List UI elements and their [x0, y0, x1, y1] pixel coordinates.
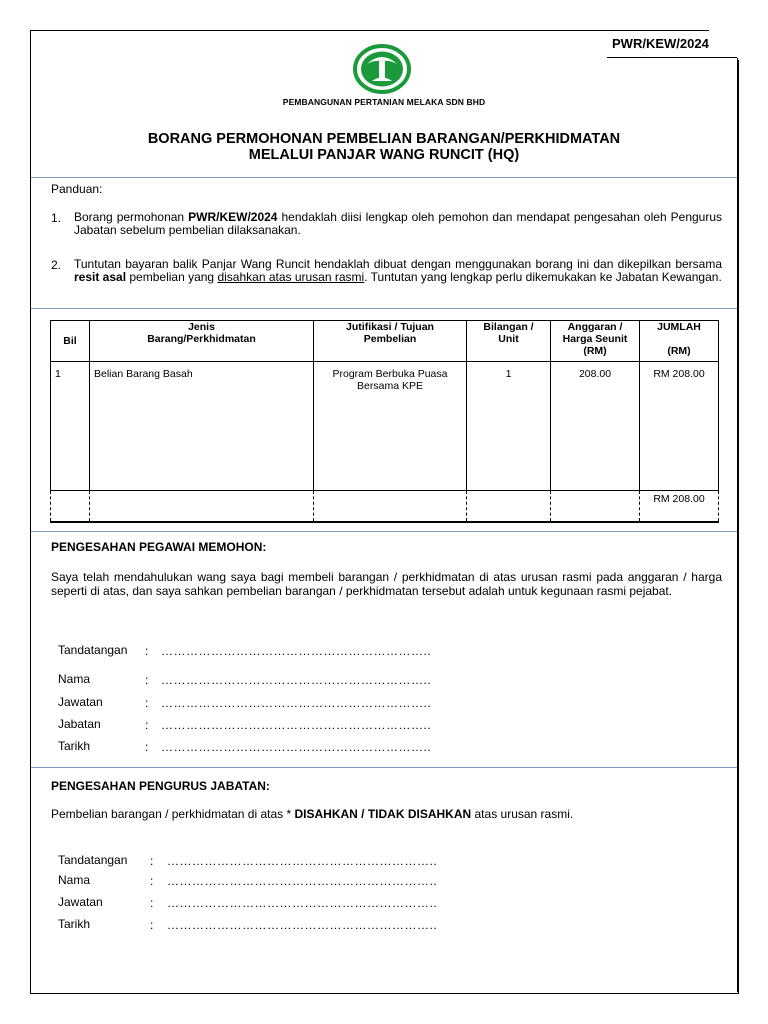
signature-field-line[interactable]: ………………………………………………………..	[161, 673, 432, 687]
frame-right-edge	[737, 58, 738, 992]
divider	[31, 767, 737, 768]
applicant-heading: PENGESAHAN PEGAWAI MEMOHON:	[51, 540, 267, 554]
col-header-bil: Bil	[51, 321, 90, 362]
items-table	[50, 320, 719, 523]
signature-field-line[interactable]: ………………………………………………………..	[161, 718, 432, 732]
divider	[31, 308, 737, 309]
signature-field-line[interactable]: ………………………………………………………..	[161, 696, 432, 710]
signature-field-label: Nama	[58, 873, 91, 887]
cell-empty	[90, 491, 314, 523]
guide-text: pembelian yang	[126, 270, 218, 284]
signature-field-label: Tandatangan	[58, 853, 128, 867]
signature-field-line[interactable]: ………………………………………………………..	[167, 918, 438, 932]
col-header-text: Jenis	[188, 321, 215, 333]
table-header-row	[51, 321, 719, 362]
table-row	[51, 362, 719, 491]
frame-corner-gap	[709, 30, 739, 60]
col-header-bilangan	[467, 321, 551, 362]
divider	[31, 177, 737, 178]
company-logo-icon	[352, 44, 412, 94]
guide-text: Tuntutan bayaran balik Panjar Wang Runcit hendaklah dibuat dengan menggunakan borang ini dan dikepilkan bersama	[74, 257, 722, 271]
cell-grand-total: RM 208.00	[640, 491, 719, 523]
manager-statement-text: Pembelian barangan / perkhidmatan di atas *	[51, 807, 295, 821]
signature-field-line[interactable]: ………………………………………………………..	[161, 644, 432, 658]
col-header-text: Anggaran /	[567, 321, 623, 333]
cell-purpose: Program Berbuka Puasa Bersama KPE	[314, 362, 467, 491]
signature-field-label: Tarikh	[58, 917, 91, 931]
signature-field-line[interactable]: ………………………………………………………..	[167, 874, 438, 888]
signature-field-label: Jawatan	[58, 695, 103, 709]
guide-text-bold: resit asal	[74, 270, 127, 284]
signature-field-colon: :	[150, 896, 154, 910]
cell-total: RM 208.00	[640, 362, 719, 491]
col-header-text: Jutifikasi / Tujuan	[346, 321, 434, 333]
guide-item-number: 2.	[51, 258, 62, 272]
company-name: PEMBANGUNAN PERTANIAN MELAKA SDN BHD	[282, 97, 486, 107]
signature-field-colon: :	[145, 740, 149, 754]
signature-field-label: Tarikh	[58, 739, 91, 753]
cell-bil: 1	[51, 362, 90, 491]
applicant-statement: Saya telah mendahulukan wang saya bagi membeli barangan / perkhidmatan di atas urusan rasmi pada anggaran / harga seperti di atas, dan saya sahkan pembelian barangan / perkhidmatan tersebut adalah untuk kegunaan rasmi pejabat.	[51, 570, 722, 598]
guide-text: hendaklah diisi lengkap oleh pemohon dan mendapat pengesahan oleh Pengurus Jabatan sebelum pembelian dilaksanakan.	[74, 210, 723, 237]
form-title-line2: MELALUI PANJAR WANG RUNCIT (HQ)	[248, 147, 520, 163]
cell-empty	[314, 491, 467, 523]
signature-field-label: Tandatangan	[58, 643, 128, 657]
table-total-row	[51, 491, 719, 523]
signature-field-colon: :	[150, 874, 154, 888]
signature-field-label: Jabatan	[58, 717, 101, 731]
signature-field-row	[58, 896, 478, 914]
form-title-line1: BORANG PERMOHONAN PEMBELIAN BARANGAN/PERKHIDMATAN	[147, 131, 621, 147]
cell-unit-price: 208.00	[551, 362, 640, 491]
signature-field-row	[58, 696, 478, 714]
guide-text: . Tuntutan yang lengkap perlu dikemukakan ke Jabatan Kewangan.	[364, 270, 722, 284]
cell-qty: 1	[467, 362, 551, 491]
signature-field-row	[58, 918, 478, 936]
form-code-underline	[607, 57, 737, 58]
signature-field-row	[58, 874, 478, 892]
signature-field-colon: :	[150, 854, 154, 868]
col-header-jumlah	[640, 321, 719, 362]
guide-item-number: 1.	[51, 211, 62, 225]
col-header-text: (RM)	[583, 345, 607, 357]
signature-field-line[interactable]: ………………………………………………………..	[167, 896, 438, 910]
manager-statement-text: atas urusan rasmi.	[471, 807, 574, 821]
col-header-text: Unit	[498, 333, 519, 345]
col-header-text: Bilangan /	[483, 321, 534, 333]
col-header-text: Harga Seunit	[562, 333, 628, 345]
col-header-text: Barang/Perkhidmatan	[147, 333, 256, 345]
col-header-text: Pembelian	[363, 333, 417, 345]
guide-item-2	[74, 258, 722, 284]
col-header-text: (RM)	[667, 345, 691, 357]
col-header-justifikasi	[314, 321, 467, 362]
manager-statement-bold: DISAHKAN / TIDAK DISAHKAN	[294, 807, 472, 821]
divider	[31, 531, 737, 532]
signature-field-line[interactable]: ………………………………………………………..	[167, 854, 438, 868]
signature-field-row	[58, 644, 478, 662]
signature-field-colon: :	[145, 696, 149, 710]
guide-text-underline: disahkan atas urusan rasmi	[217, 270, 365, 284]
signature-field-row	[58, 740, 478, 758]
guide-text-bold: PWR/KEW/2024	[188, 210, 278, 224]
cell-item: Belian Barang Basah	[90, 362, 314, 491]
cell-empty	[467, 491, 551, 523]
manager-heading: PENGESAHAN PENGURUS JABATAN:	[51, 779, 270, 793]
signature-field-colon: :	[145, 644, 149, 658]
col-header-text: JUMLAH	[657, 321, 701, 333]
guide-heading: Panduan:	[51, 182, 103, 196]
signature-field-label: Jawatan	[58, 895, 103, 909]
cell-empty	[551, 491, 640, 523]
guide-text: Borang permohonan	[74, 210, 189, 224]
signature-field-colon: :	[145, 718, 149, 732]
signature-field-row	[58, 854, 478, 872]
signature-field-row	[58, 718, 478, 736]
cell-empty	[51, 491, 90, 523]
col-header-harga	[551, 321, 640, 362]
manager-statement	[51, 808, 722, 821]
signature-field-colon: :	[145, 673, 149, 687]
signature-field-line[interactable]: ………………………………………………………..	[161, 740, 432, 754]
signature-field-label: Nama	[58, 672, 91, 686]
form-title	[0, 131, 768, 163]
signature-field-colon: :	[150, 918, 154, 932]
guide-item-1	[74, 211, 722, 237]
col-header-jenis	[90, 321, 314, 362]
signature-field-row	[58, 673, 478, 691]
form-code: PWR/KEW/2024	[612, 36, 709, 51]
